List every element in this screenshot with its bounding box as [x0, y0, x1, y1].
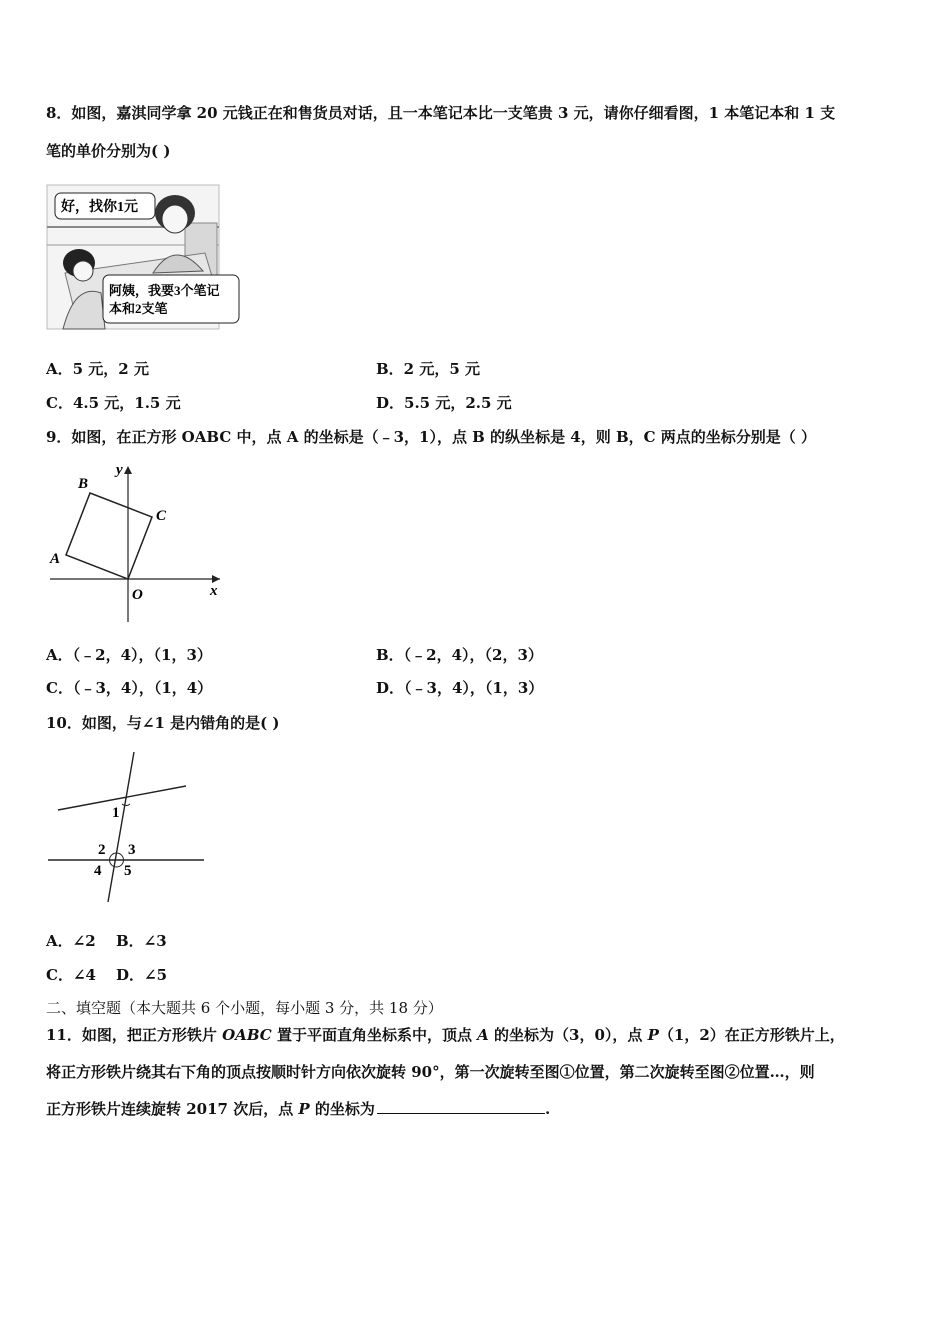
q9-option-a: A．（﹣2，4），（1，3） — [46, 646, 212, 664]
section-heading: 二、填空题（本大题共 6 个小题，每小题 3 分，共 18 分） — [46, 999, 443, 1017]
q9-option-d: D．（﹣3，4），（1，3） — [376, 679, 544, 697]
angle-label-1: 1 — [112, 805, 120, 821]
q11-line1-part-e: 的坐标为（3，0），点 — [488, 1026, 648, 1044]
q11-line1-part-c: 置于平面直角坐标系中，顶点 — [271, 1026, 478, 1044]
label-a: A — [50, 551, 61, 567]
angle-label-4: 4 — [94, 863, 102, 879]
q8-option-d: D．5.5 元，2.5 元 — [376, 394, 512, 412]
intersecting-lines-diagram — [44, 748, 210, 908]
label-c: C — [156, 508, 167, 524]
label-x: x — [210, 583, 218, 599]
q10-option-c: C．∠4 — [46, 966, 96, 984]
q11-line3-part-c: 的坐标为 — [309, 1100, 375, 1118]
bubble-bottom-line1: 阿姨，我要3个笔记 — [109, 283, 220, 298]
q9-option-b: B．（﹣2，4），（2，3） — [376, 646, 543, 664]
q9-option-c: C．（﹣3，4），（1，4） — [46, 679, 213, 697]
bubble-bottom-line2: 本和2支笔 — [109, 301, 168, 316]
q11-line1 — [46, 1024, 845, 1045]
q10-option-b: B．∠3 — [116, 932, 167, 950]
angle-label-3: 3 — [128, 842, 136, 858]
answer-blank[interactable] — [377, 1099, 545, 1114]
q8-option-b: B．2 元，5 元 — [376, 360, 480, 378]
q8-stem-line2: 笔的单价分别为( ) — [46, 142, 171, 160]
q11-line3 — [46, 1098, 550, 1119]
shop-dialogue-illustration — [45, 183, 245, 333]
q11-line3-part-a: 正方形铁片连续旋转 2017 次后，点 — [46, 1100, 299, 1118]
q11-line2: 将正方形铁片绕其右下角的顶点按顺时针方向依次旋转 90°，第一次旋转至图①位置，第二次旋转至图②位置…，则 — [46, 1063, 815, 1081]
q10-option-d: D．∠5 — [116, 966, 168, 984]
q8-option-a: A．5 元，2 元 — [46, 360, 149, 378]
q11-vertex-a: A — [477, 1026, 489, 1044]
bubble-top-text: 好，找你1元 — [61, 200, 138, 215]
q10-figure — [44, 748, 210, 908]
q11-point-p: P — [647, 1026, 659, 1044]
q9-stem: 9．如图，在正方形 OABC 中，点 A 的坐标是（﹣3，1），点 B 的纵坐标是 4，则 B，C 两点的坐标分别是（ ） — [46, 428, 817, 446]
q11-square-name: OABC — [222, 1026, 272, 1044]
q10-stem: 10．如图，与∠1 是内错角的是( ) — [46, 714, 280, 732]
q8-stem-line1: 8．如图，嘉淇同学拿 20 元钱正在和售货员对话，且一本笔记本比一支笔贵 3 元，请你仔细看图，1 本笔记本和 1 支 — [46, 104, 836, 122]
angle-label-5: 5 — [124, 863, 132, 879]
square-coordinate-diagram — [44, 458, 228, 628]
q11-line3-point-p: P — [298, 1100, 310, 1118]
label-b: B — [78, 476, 89, 492]
label-y: y — [116, 462, 123, 478]
q10-option-a: A．∠2 — [46, 932, 96, 950]
q9-figure — [44, 458, 228, 628]
label-o: O — [132, 587, 143, 603]
q11-line1-part-g: （1，2）在正方形铁片上， — [658, 1026, 845, 1044]
q8-figure — [45, 183, 245, 333]
angle-label-2: 2 — [98, 842, 106, 858]
q8-option-c: C．4.5 元，1.5 元 — [46, 394, 181, 412]
q11-line3-end: . — [544, 1100, 551, 1118]
q11-line1-part-a: 11．如图，把正方形铁片 — [46, 1026, 223, 1044]
